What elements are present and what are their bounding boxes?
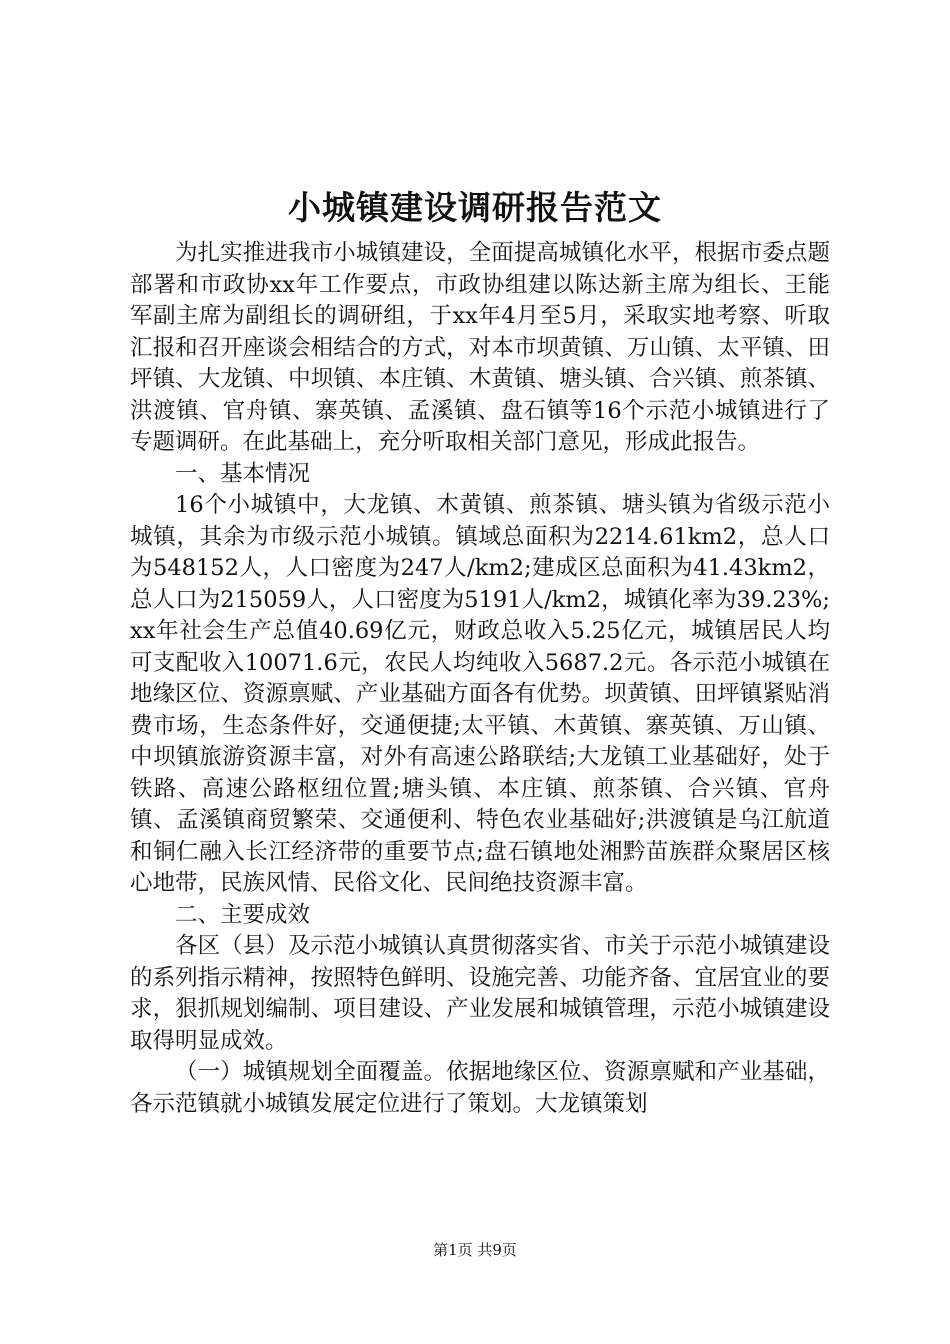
main-results-paragraph: 各区（县）及示范小城镇认真贯彻落实省、市关于示范小城镇建设的系列指示精神，按照特色鲜明、设施完善、功能齐备、宜居宜业的要求，狠抓规划编制、项目建设、产业发展和城镇管理，示范小城镇建设取得明显成效。: [130, 933, 830, 1054]
basic-situation-paragraph: 16个小城镇中，大龙镇、木黄镇、煎茶镇、塘头镇为省级示范小城镇，其余为市级示范小城镇。镇域总面积为2214.61km2，总人口为548152人，人口密度为247人/km2;建成区总面积为41.43km2，总人口为215059人，人口密度为5191人/km2，城镇化率为39.23%;xx年社会生产总值40.69亿元，财政总收入5.25亿元，城镇居民人均可支配收入10071.6元，农民人均纯收入5687.2元。各示范小城镇在地缘区位、资源禀赋、产业基础方面各有优势。坝黄镇、田坪镇紧贴消费市场，生态条件好，交通便捷;太平镇、木黄镇、寨英镇、万山镇、中坝镇旅游资源丰富，对外有高速公路联结;大龙镇工业基础好，处于铁路、高速公路枢纽位置;塘头镇、本庄镇、煎茶镇、合兴镇、官舟镇、孟溪镇商贸繁荣、交通便利、特色农业基础好;洪渡镇是乌江航道和铜仁融入长江经济带的重要节点;盘石镇地处湘黔苗族群众聚居区核心地带，民族风情、民俗文化、民间绝技资源丰富。: [130, 492, 830, 896]
page-footer: 第1页 共9页: [433, 1241, 517, 1259]
document-body: [130, 238, 830, 1120]
urban-planning-paragraph: （一）城镇规划全面覆盖。依据地缘区位、资源禀赋和产业基础，各示范镇就小城镇发展定位进行了策划。大龙镇策划: [130, 1059, 830, 1117]
section-heading-main-results: 二、主要成效: [175, 901, 311, 928]
document-title: 小城镇建设调研报告范文: [288, 188, 662, 227]
intro-paragraph: 为扎实推进我市小城镇建设，全面提高城镇化水平，根据市委点题部署和市政协xx年工作要点，市政协组建以陈达新主席为组长、王能军副主席为副组长的调研组，于xx年4月至5月，采取实地考察、听取汇报和召开座谈会相结合的方式，对本市坝黄镇、万山镇、太平镇、田坪镇、大龙镇、中坝镇、本庄镇、木黄镇、塘头镇、合兴镇、煎茶镇、洪渡镇、官舟镇、寨英镇、孟溪镇、盘石镇等16个示范小城镇进行了专题调研。在此基础上，充分听取相关部门意见，形成此报告。: [130, 240, 830, 455]
section-heading-basic-situation: 一、基本情况: [175, 460, 311, 487]
